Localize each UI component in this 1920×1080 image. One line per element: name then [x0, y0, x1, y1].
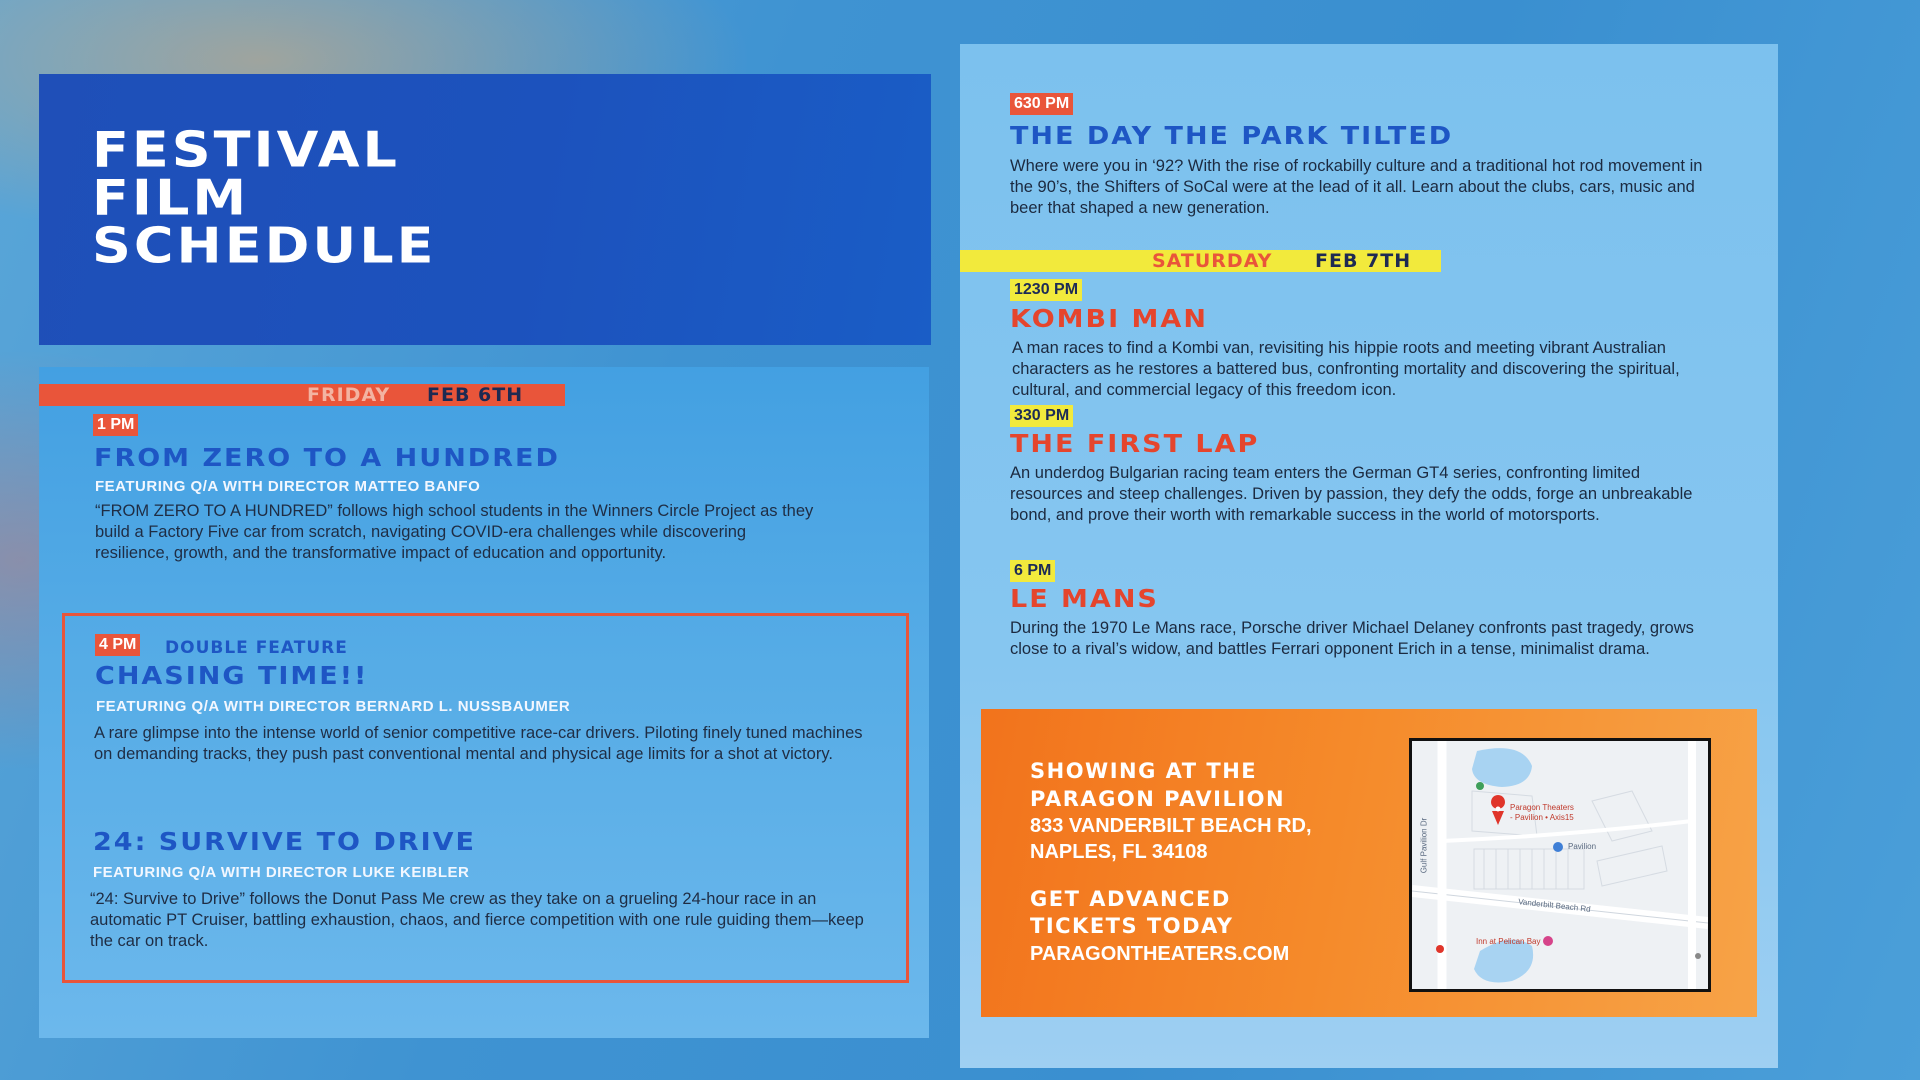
- double-feature-box: [62, 613, 909, 983]
- tickets-heading-2: TICKETS TODAY: [1030, 914, 1234, 938]
- saturday-date: FEB 7TH: [1315, 250, 1412, 272]
- film-time-tag: 6 PM: [1010, 560, 1055, 582]
- map-label-bay: Inn at Pelican Bay: [1476, 937, 1541, 946]
- film-description: An underdog Bulgarian racing team enters the German GT4 series, confronting limited resources and steep challenges. Driven by passion, they defy the odds, forge an unbreakable bond, and prove their worth with remarkable success in the world of motorsports.: [1010, 464, 1693, 524]
- map-poi: [1436, 945, 1444, 953]
- friday-day-bar: [39, 384, 565, 406]
- venue-heading-2: PARAGON PAVILION: [1030, 787, 1286, 811]
- film-description: Where were you in ‘92? With the rise of rockabilly culture and a traditional hot rod movement in the 90’s, the Shifters of SoCal were at the lead of it all. Learn about the clubs, cars, music and beer that shaped a new generation.: [1010, 157, 1703, 217]
- film-time-tag: 1 PM: [93, 414, 138, 436]
- venue-address-line-1: 833 VANDERBILT BEACH RD,: [1030, 815, 1312, 837]
- right-panel: [960, 44, 1778, 1068]
- tickets-heading-1: GET ADVANCED: [1030, 887, 1231, 911]
- map-poi: [1476, 782, 1484, 790]
- film-title: THE FIRST LAP: [1010, 430, 1260, 459]
- film-title: CHASING TIME!!: [95, 662, 369, 691]
- film-time-tag: 630 PM: [1010, 93, 1073, 115]
- film-title: LE MANS: [1010, 585, 1159, 614]
- map-label-theater-sub: - Pavilion • Axis15: [1510, 813, 1574, 822]
- saturday-day-bar: [960, 250, 1441, 272]
- friday-panel: [39, 367, 929, 1038]
- map-poi: [1553, 842, 1563, 852]
- map-label-street: Gulf Pavilion Dr: [1419, 817, 1429, 874]
- venue-heading-1: SHOWING AT THE: [1030, 759, 1258, 783]
- film-featuring: FEATURING Q/A WITH DIRECTOR BERNARD L. NUSSBAUMER: [96, 698, 571, 715]
- film-description: “FROM ZERO TO A HUNDRED” follows high school students in the Winners Circle Project as they build a Factory Five car from scratch, navigating COVID-era challenges while discovering resilience, growth, and the transformative impact of education and opportunity.: [95, 502, 814, 562]
- title-panel: [39, 74, 931, 345]
- map-label-road: Vanderbilt Beach Rd: [1517, 897, 1592, 914]
- friday-date: FEB 6TH: [427, 384, 524, 406]
- film-time-tag: 1230 PM: [1010, 279, 1082, 301]
- film-time-tag: 4 PM: [95, 634, 140, 656]
- venue-address-line-2: NAPLES, FL 34108: [1030, 841, 1208, 863]
- film-title: KOMBI MAN: [1010, 305, 1208, 334]
- title-line-3: SCHEDULE: [92, 217, 437, 275]
- film-title: 24: SURVIVE TO DRIVE: [93, 828, 476, 857]
- map-graphic: [1412, 741, 1708, 989]
- film-title: FROM ZERO TO A HUNDRED: [94, 444, 560, 473]
- map-label-theater: Paragon Theaters: [1510, 803, 1574, 812]
- film-description: A man races to find a Kombi van, revisiting his hippie roots and meeting vibrant Australian characters as he restores a battered bus, confronting mortality and discovering the spiritual, cultural, and commercial legacy of this freedom icon.: [1012, 339, 1680, 399]
- film-description: “24: Survive to Drive” follows the Donut Pass Me crew as they take on a grueling 24-hour race in an automatic PT Cruiser, battling exhaustion, chaos, and fierce competition with one rule guiding them—keep the car on track.: [90, 890, 864, 950]
- venue-map[interactable]: [1409, 738, 1711, 992]
- film-title: THE DAY THE PARK TILTED: [1010, 122, 1454, 151]
- tickets-website-link[interactable]: PARAGONTHEATERS.COM: [1030, 943, 1290, 965]
- venue-box: [981, 709, 1757, 1017]
- film-featuring: FEATURING Q/A WITH DIRECTOR LUKE KEIBLER: [93, 864, 470, 881]
- map-poi: [1543, 936, 1553, 946]
- title-line-1: FESTIVAL: [92, 121, 400, 179]
- film-description: During the 1970 Le Mans race, Porsche driver Michael Delaney confronts past tragedy, grows close to a rival’s widow, and battles Ferrari opponent Erich in a tense, minimalist drama.: [1010, 619, 1694, 658]
- map-label-pavilion: Pavilion: [1568, 842, 1597, 851]
- film-description: A rare glimpse into the intense world of senior competitive race-car drivers. Piloting finely tuned machines on demanding tracks, they push past conventional mental and physical age limits for a shot at victory.: [94, 724, 863, 763]
- film-featuring: FEATURING Q/A WITH DIRECTOR MATTEO BANFO: [95, 478, 481, 495]
- double-feature-label: DOUBLE FEATURE: [165, 638, 348, 658]
- friday-day-word: FRIDAY: [307, 384, 391, 406]
- title-line-2: FILM: [92, 169, 250, 227]
- saturday-day-word: SATURDAY: [1152, 250, 1273, 272]
- film-time-tag: 330 PM: [1010, 405, 1073, 427]
